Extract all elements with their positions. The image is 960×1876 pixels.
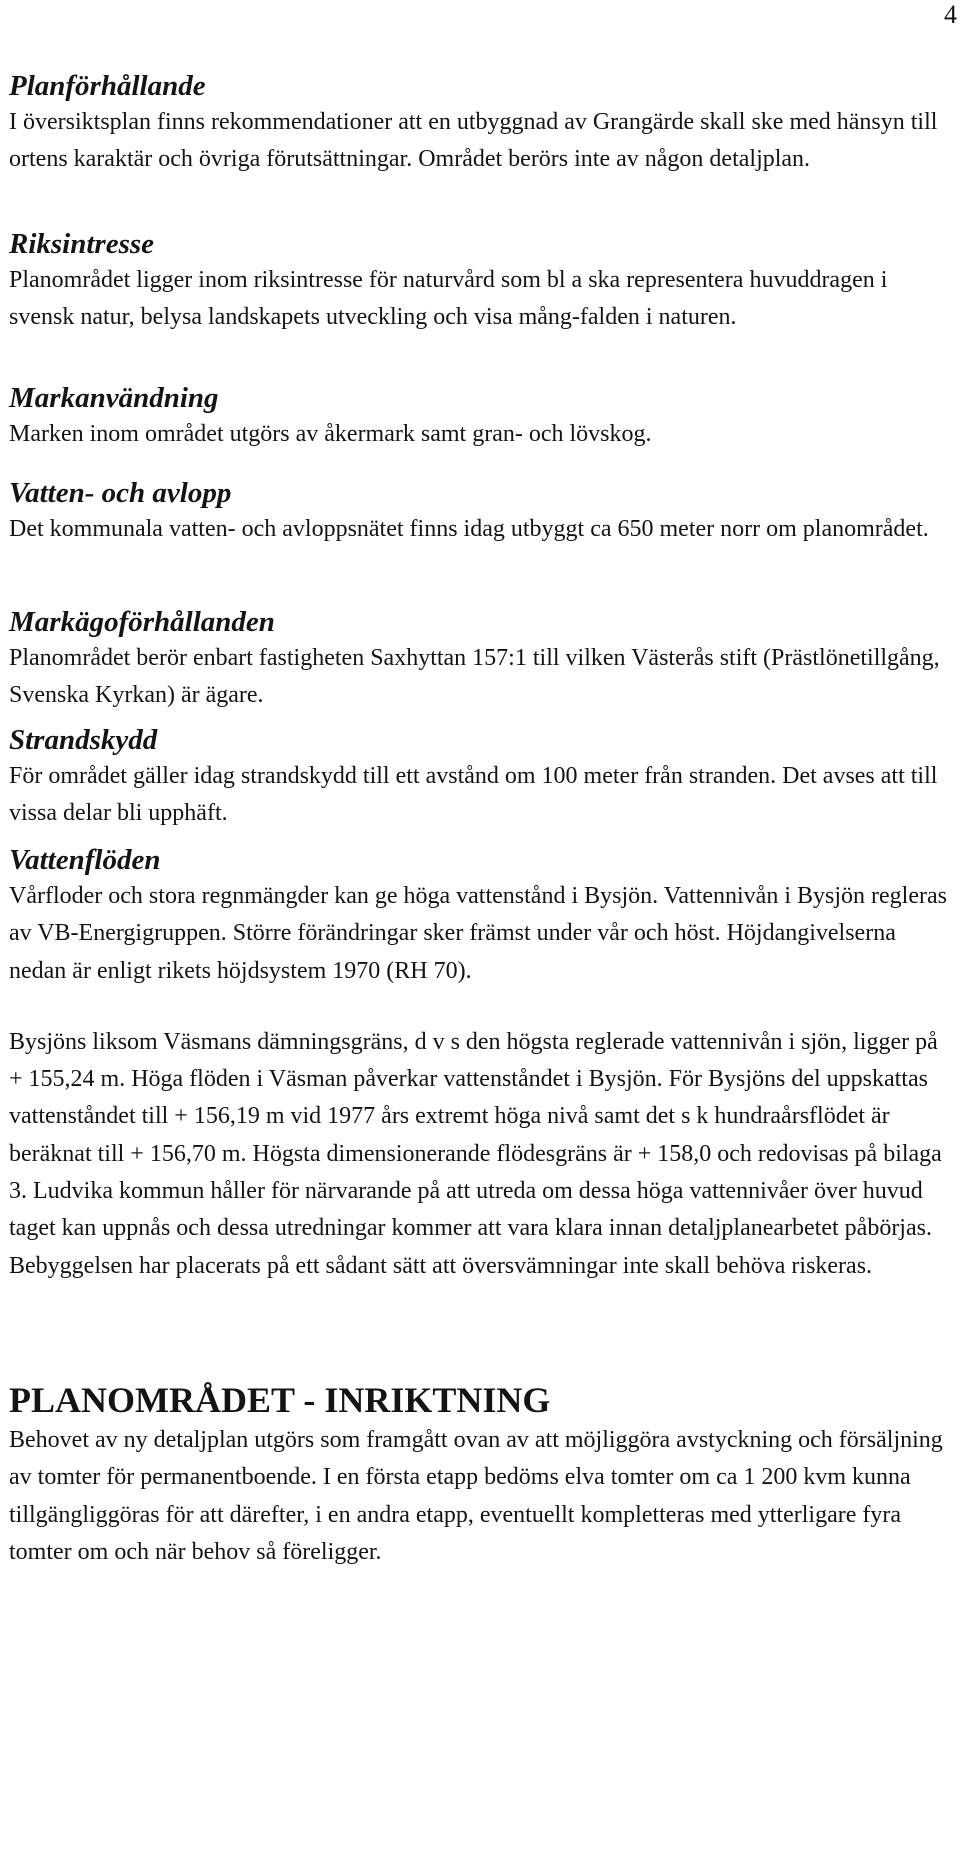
section-text: Vårfloder och stora regnmängder kan ge höga vattenstånd i Bysjön. Vattennivån i Bysjön regleras av VB-Energigruppen. Större förändringar sker främst under vår och höst. Höjdangivelserna nedan är enligt rikets höjdsystem 1970 (RH 70). xyxy=(9,883,947,984)
section-text: För området gäller idag strandskydd till ett avstånd om 100 meter från stranden. Det avses att till vissa delar bli upphäft. xyxy=(9,763,938,827)
page-number: 4 xyxy=(944,0,957,29)
section-planomradet-inriktning xyxy=(9,1378,954,1571)
section-heading: Vattenflöden xyxy=(9,844,161,876)
section-heading: Markägoförhållanden xyxy=(9,606,275,638)
section-text: I översiktsplan finns rekommendationer att en utbyggnad av Grangärde skall ske med hänsyn till ortens karaktär och övriga förutsättningar. Området berörs inte av någon detaljplan. xyxy=(9,109,938,173)
section-heading: Strandskydd xyxy=(9,724,158,756)
section-planforhallande xyxy=(9,68,954,179)
main-text: Behovet av ny detaljplan utgörs som framgått ovan av att möjliggöra avstyckning och försäljning av tomter för permanentboende. I en första etapp bedöms elva tomter om ca 1 200 kvm kunna tillgängliggöras för att därefter, i en andra etapp, eventuellt kompletteras med ytterligare fyra tomter om och när behov så föreligger. xyxy=(9,1427,943,1565)
section-text: Planområdet berör enbart fastigheten Saxhyttan 157:1 till vilken Västerås stift (Prästlönetillgång, Svenska Kyrkan) är ägare. xyxy=(9,645,940,709)
section-markanvandning xyxy=(9,380,954,453)
main-heading: PLANOMRÅDET - INRIKTNING xyxy=(9,1380,551,1420)
section-markagoforhallanden xyxy=(9,604,954,715)
section-text: Planområdet ligger inom riksintresse för naturvård som bl a ska representera huvuddragen i svensk natur, belysa landskapets utveckling och visa mång-falden i naturen. xyxy=(9,267,888,331)
section-heading: Riksintresse xyxy=(9,228,155,260)
section-vatten-och-avlopp xyxy=(9,475,954,548)
section-heading: Planförhållande xyxy=(9,70,206,102)
section-heading: Markanvändning xyxy=(9,382,219,414)
section-strandskydd xyxy=(9,722,954,833)
section-text: Det kommunala vatten- och avloppsnätet finns idag utbyggt ca 650 meter norr om planområdet. xyxy=(9,516,929,542)
section-text-2: Bysjöns liksom Väsmans dämningsgräns, d v s den högsta reglerade vattennivån i sjön, ligger på + 155,24 m. Höga flöden i Väsman påverkar vattenståndet i Bysjön. För Bysjöns del uppskattas vattenståndet till + 156,19 m vid 1977 års extremt höga nivå samt det s k hundraårsflödet är beräknat till + 156,70 m. Högsta dimensionerande flödesgräns är + 158,0 och redovisas på bilaga 3. Ludvika kommun håller för närvarande på att utreda om dessa höga vattennivåer över huvud taget kan uppnås och dessa utredningar kommer att vara klara innan detaljplanearbetet påbörjas. Bebyggelsen har placerats på ett sådant sätt att översvämningar inte skall behöva riskeras. xyxy=(9,1028,942,1279)
section-heading: Vatten- och avlopp xyxy=(9,477,232,509)
section-vattenfloden xyxy=(9,842,954,1285)
section-text: Marken inom området utgörs av åkermark samt gran- och lövskog. xyxy=(9,421,652,447)
section-riksintresse xyxy=(9,226,954,337)
